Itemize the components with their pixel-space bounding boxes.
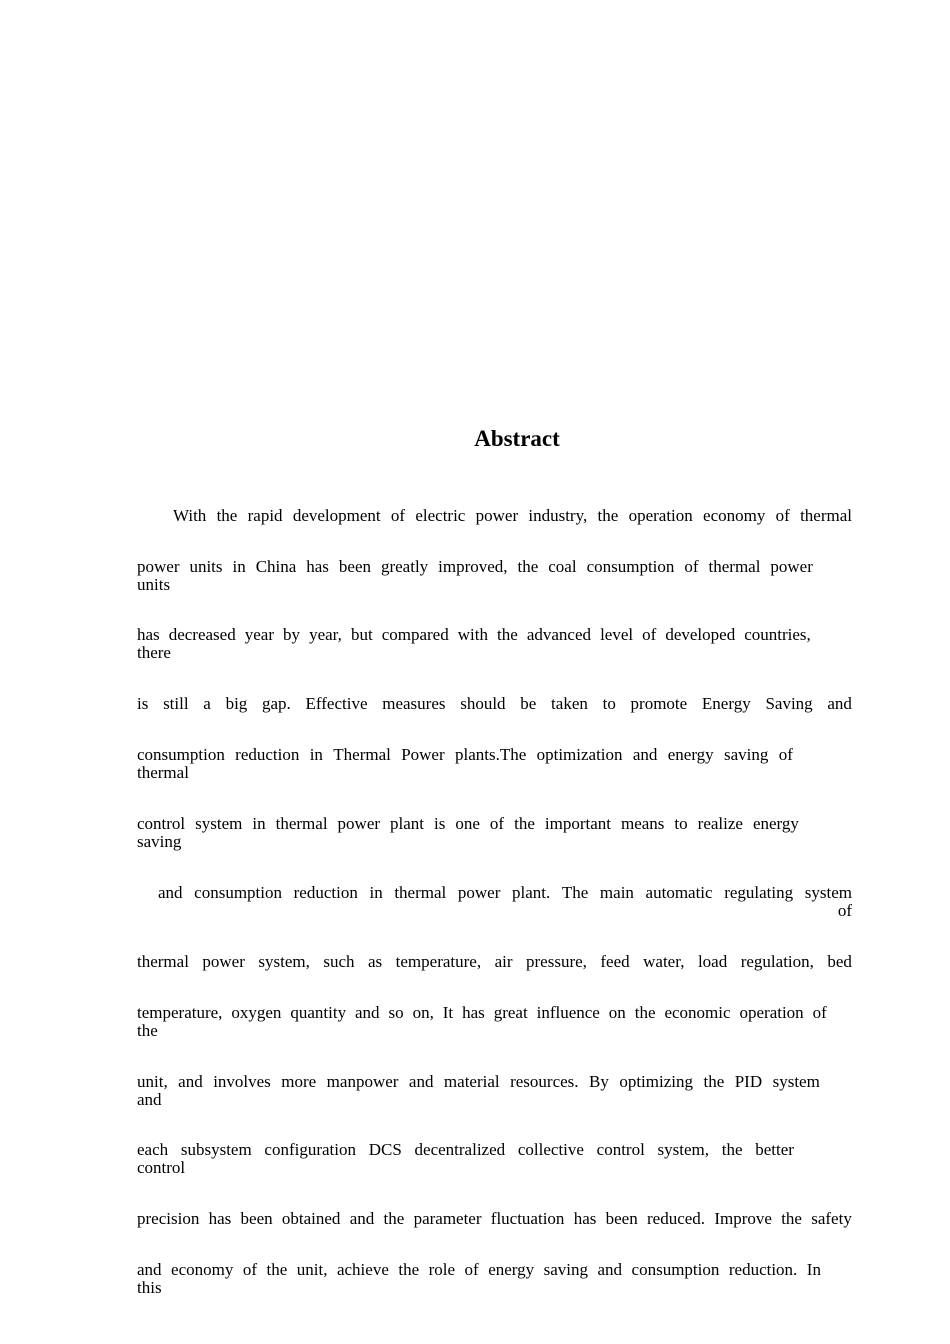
- word: Energy: [701, 694, 751, 713]
- word: air: [494, 952, 513, 971]
- word: the: [781, 1209, 802, 1228]
- line-text: [137, 1073, 820, 1091]
- word: and: [597, 1260, 623, 1279]
- word: taken: [551, 694, 588, 713]
- word: realize: [697, 814, 743, 833]
- word: power: [457, 883, 501, 902]
- word: coal: [548, 557, 577, 576]
- word: in: [252, 814, 266, 833]
- word: operation: [628, 506, 693, 525]
- word: reduction: [293, 883, 358, 902]
- word: resources.: [510, 1072, 579, 1091]
- line-wrap-text: of: [837, 901, 852, 920]
- abstract-line-12: [137, 1210, 852, 1228]
- word: safety: [811, 1209, 852, 1228]
- word: means: [620, 814, 665, 833]
- word: Saving: [765, 694, 813, 713]
- word: countries,: [744, 625, 811, 644]
- word: of: [489, 814, 505, 833]
- word: feed: [600, 952, 630, 971]
- abstract-line-10: [137, 1073, 820, 1109]
- word: has: [137, 625, 160, 644]
- word: advanced: [526, 625, 592, 644]
- word: saving: [543, 1260, 589, 1279]
- word: has: [208, 1209, 232, 1228]
- word: on: [608, 1003, 626, 1022]
- word: is: [137, 694, 149, 713]
- abstract-line-9: [137, 1004, 827, 1040]
- word: with: [457, 625, 488, 644]
- word: greatly: [380, 557, 429, 576]
- word: in: [369, 883, 383, 902]
- word: of: [242, 1260, 258, 1279]
- word: main: [599, 883, 634, 902]
- word: water,: [643, 952, 685, 971]
- word: the: [721, 1140, 743, 1159]
- word: unit,: [137, 1072, 168, 1091]
- word: rapid: [247, 506, 283, 525]
- word: more: [281, 1072, 317, 1091]
- word: China: [255, 557, 297, 576]
- line-wrap-text: units: [137, 575, 171, 594]
- abstract-line-3: [137, 626, 811, 662]
- word: bed: [827, 952, 852, 971]
- word: and: [827, 694, 852, 713]
- abstract-line-13: [137, 1261, 821, 1297]
- abstract-line-2: [137, 558, 813, 594]
- word: of: [778, 745, 793, 764]
- word: plants.The: [454, 745, 527, 764]
- word: of: [642, 625, 657, 644]
- abstract-line-8: [137, 953, 852, 971]
- word: of: [812, 1003, 827, 1022]
- abstract-line-1: [173, 507, 852, 525]
- word: power: [770, 557, 813, 576]
- word: so: [388, 1003, 404, 1022]
- word: improved,: [438, 557, 508, 576]
- word: reduced.: [647, 1209, 706, 1228]
- word: role: [428, 1260, 456, 1279]
- word: better: [755, 1140, 794, 1159]
- word: energy: [667, 745, 714, 764]
- word: and: [632, 745, 658, 764]
- line-text: [137, 953, 852, 971]
- word: Thermal: [333, 745, 391, 764]
- word: year,: [309, 625, 342, 644]
- word: has: [306, 557, 329, 576]
- word: optimizing: [619, 1072, 693, 1091]
- line-wrap-text: and: [137, 1090, 162, 1109]
- word: consumption: [586, 557, 675, 576]
- word: system,: [258, 952, 310, 971]
- word: great: [493, 1003, 528, 1022]
- word: the: [383, 1209, 405, 1228]
- word: consumption: [137, 745, 225, 764]
- word: PID: [734, 1072, 763, 1091]
- word: by: [283, 625, 301, 644]
- line-wrap-text: there: [137, 643, 171, 662]
- word: the: [517, 557, 539, 576]
- word: power: [202, 952, 245, 971]
- word: measures: [382, 694, 446, 713]
- word: as: [368, 952, 383, 971]
- word: to: [674, 814, 688, 833]
- word: gap.: [262, 694, 291, 713]
- word: fluctuation: [490, 1209, 565, 1228]
- line-wrap-text: the: [137, 1021, 158, 1040]
- line-wrap-text: thermal: [137, 763, 189, 782]
- word: compared: [381, 625, 449, 644]
- word: configuration: [264, 1140, 357, 1159]
- word: control: [137, 814, 186, 833]
- word: influence: [536, 1003, 600, 1022]
- word: of: [775, 506, 790, 525]
- word: electric: [415, 506, 466, 525]
- abstract-line-5: [137, 746, 793, 782]
- word: reduction: [235, 745, 300, 764]
- word: and: [158, 883, 183, 902]
- word: the: [398, 1260, 420, 1279]
- word: automatic: [645, 883, 713, 902]
- word: oxygen: [231, 1003, 282, 1022]
- word: and: [137, 1260, 162, 1279]
- word: regulating: [724, 883, 794, 902]
- word: still: [163, 694, 189, 713]
- word: such: [323, 952, 355, 971]
- word: temperature,: [395, 952, 482, 971]
- word: The: [561, 883, 589, 902]
- abstract-title: Abstract: [474, 426, 560, 451]
- word: been: [338, 557, 371, 576]
- word: important: [544, 814, 611, 833]
- word: power: [337, 814, 381, 833]
- line-text: [137, 695, 852, 713]
- word: subsystem: [180, 1140, 252, 1159]
- abstract-line-4: [137, 695, 852, 713]
- line-text: [137, 1004, 827, 1022]
- word: decentralized: [414, 1140, 506, 1159]
- word: pressure,: [526, 952, 587, 971]
- word: plant: [390, 814, 425, 833]
- word: DCS: [368, 1140, 402, 1159]
- word: the: [634, 1003, 656, 1022]
- word: big: [225, 694, 248, 713]
- word: level: [600, 625, 634, 644]
- word: By: [589, 1072, 609, 1091]
- word: and: [355, 1003, 380, 1022]
- word: economy: [171, 1260, 234, 1279]
- word: and: [349, 1209, 375, 1228]
- word: energy: [488, 1260, 535, 1279]
- line-text: [173, 507, 852, 525]
- word: achieve: [336, 1260, 389, 1279]
- word: regulation,: [740, 952, 814, 971]
- word: operation: [739, 1003, 804, 1022]
- word: and: [178, 1072, 203, 1091]
- word: obtained: [281, 1209, 341, 1228]
- word: consumption: [194, 883, 283, 902]
- word: year: [244, 625, 275, 644]
- word: With: [173, 506, 207, 525]
- abstract-line-6: [137, 815, 799, 851]
- word: thermal: [275, 814, 328, 833]
- word: economic: [664, 1003, 731, 1022]
- word: It: [442, 1003, 454, 1022]
- word: should: [460, 694, 506, 713]
- word: of: [464, 1260, 479, 1279]
- word: system: [772, 1072, 820, 1091]
- line-wrap-text: saving: [137, 832, 182, 851]
- word: saving: [724, 745, 769, 764]
- word: the: [216, 506, 238, 525]
- line-text: [137, 1261, 821, 1279]
- word: thermal: [394, 883, 447, 902]
- abstract-line-7: [158, 884, 852, 920]
- word: manpower: [326, 1072, 399, 1091]
- word: each: [137, 1140, 169, 1159]
- word: temperature,: [137, 1003, 223, 1022]
- line-wrap-text: this: [137, 1278, 162, 1297]
- word: Improve: [714, 1209, 772, 1228]
- word: quantity: [290, 1003, 347, 1022]
- word: optimization: [536, 745, 623, 764]
- word: unit,: [296, 1260, 328, 1279]
- word: plant.: [511, 883, 551, 902]
- word: the: [497, 625, 518, 644]
- line-text: [137, 815, 799, 833]
- word: and: [408, 1072, 434, 1091]
- word: system: [804, 883, 852, 902]
- word: collective: [517, 1140, 584, 1159]
- line-wrap-text: control: [137, 1158, 186, 1177]
- word: is: [434, 814, 446, 833]
- word: the: [266, 1260, 288, 1279]
- word: in: [232, 557, 246, 576]
- word: developed: [665, 625, 736, 644]
- word: thermal: [800, 506, 852, 525]
- word: power: [137, 557, 180, 576]
- line-text: [137, 746, 793, 764]
- word: in: [309, 745, 323, 764]
- word: but: [350, 625, 373, 644]
- word: Power: [401, 745, 445, 764]
- word: precision: [137, 1209, 200, 1228]
- word: development: [292, 506, 381, 525]
- word: has: [462, 1003, 485, 1022]
- word: involves: [213, 1072, 271, 1091]
- word: of: [390, 506, 406, 525]
- word: thermal: [137, 952, 189, 971]
- word: a: [203, 694, 211, 713]
- word: Effective: [305, 694, 368, 713]
- word: the: [703, 1072, 725, 1091]
- word: control: [596, 1140, 645, 1159]
- line-text: [137, 1141, 794, 1159]
- word: energy: [752, 814, 799, 833]
- line-text: [137, 626, 811, 644]
- line-text: [158, 884, 852, 902]
- line-text: [137, 558, 813, 576]
- line-text: [137, 1210, 852, 1228]
- word: thermal: [708, 557, 761, 576]
- word: the: [514, 814, 535, 833]
- word: economy: [703, 506, 766, 525]
- word: parameter: [413, 1209, 482, 1228]
- word: system,: [657, 1140, 710, 1159]
- word: has: [573, 1209, 597, 1228]
- word: of: [684, 557, 699, 576]
- word: system: [195, 814, 243, 833]
- word: promote: [630, 694, 688, 713]
- word: been: [240, 1209, 273, 1228]
- word: on,: [412, 1003, 434, 1022]
- word: the: [597, 506, 619, 525]
- word: power: [475, 506, 519, 525]
- word: In: [806, 1260, 821, 1279]
- word: been: [605, 1209, 638, 1228]
- word: reduction.: [728, 1260, 798, 1279]
- word: consumption: [631, 1260, 720, 1279]
- word: decreased: [168, 625, 236, 644]
- word: to: [602, 694, 616, 713]
- word: units: [189, 557, 223, 576]
- word: be: [520, 694, 537, 713]
- word: industry,: [528, 506, 588, 525]
- abstract-line-11: [137, 1141, 794, 1177]
- word: material: [443, 1072, 500, 1091]
- word: load: [697, 952, 728, 971]
- word: one: [455, 814, 480, 833]
